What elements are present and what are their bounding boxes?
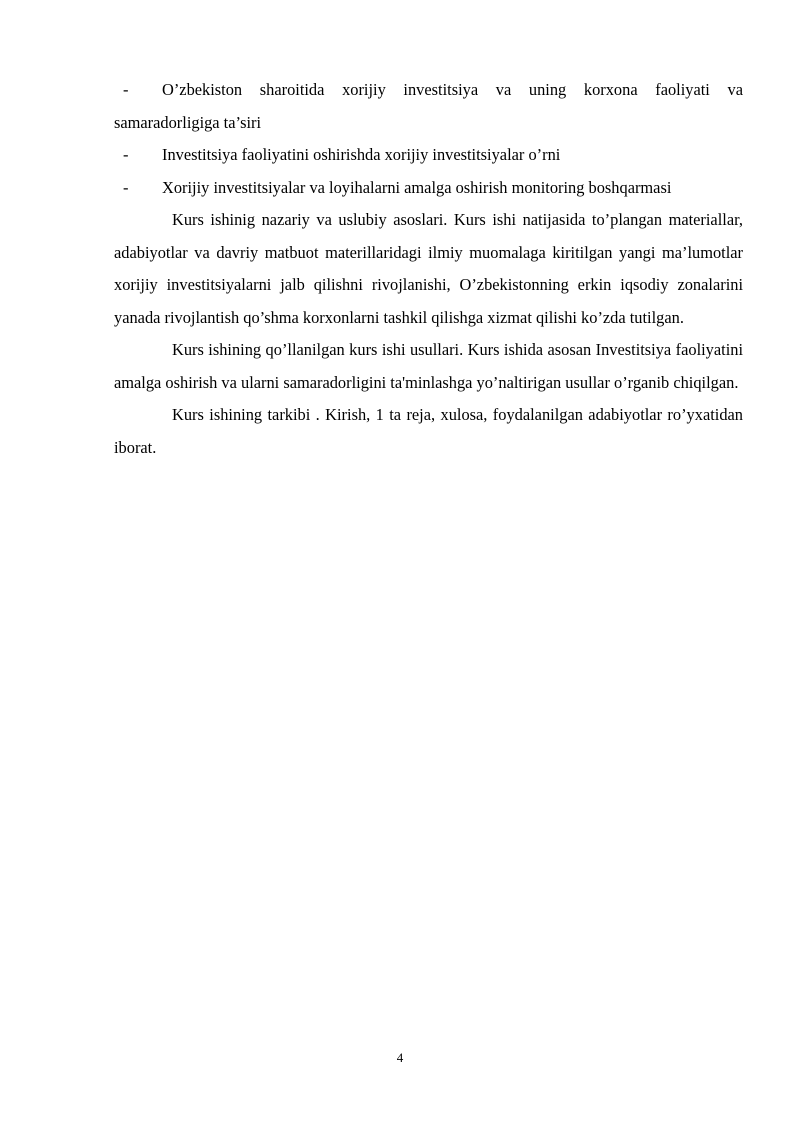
page-content <box>114 74 743 464</box>
bullet-dash: - <box>123 177 129 197</box>
paragraph-methods: Kurs ishining qo’llanilgan kurs ishi usullari. Kurs ishida asosan Investitsiya faoliyatini amalga oshirish va ularni samaradorligini ta'minlashga yo’naltirigan usullar o’rganib chiqilgan. <box>114 340 743 392</box>
paragraph-theoretical-basis: Kurs ishinig nazariy va uslubiy asoslari. Kurs ishi natijasida to’plangan materiallar, adabiyotlar va davriy matbuot materillaridagi ilmiy muomalaga kiritilgan yangi ma’lumotlar xorijiy investitsiyalarni jalb qilishni rivojlanishi, O’zbekistonning erkin iqsodiy zonalarini yanada rivojlantish qo’shma korxonlarni tashkil qilishga xizmat qilishi ko’zda tutilgan. <box>114 210 743 327</box>
bullet-text: O’zbekiston sharoitida xorijiy investitsiya va uning korxona faoliyati va samaradorligiga ta’siri <box>114 80 743 132</box>
bullet-dash: - <box>123 145 129 164</box>
bullet-text: Investitsiya faoliyatini oshirishda xorijiy investitsiyalar o’rni <box>162 145 561 164</box>
bullet-item <box>114 74 743 139</box>
bullet-dash: - <box>123 80 129 99</box>
paragraph-structure: Kurs ishining tarkibi . Kirish, 1 ta reja, xulosa, foydalanilgan adabiyotlar ro’yxatidan iborat. <box>114 405 743 457</box>
page-number: 4 <box>396 1050 404 1065</box>
bullet-item <box>114 172 743 205</box>
bullet-text: Xorijiy investitsiyalar va loyihalarni amalga oshirish monitoring boshqarmasi <box>162 177 672 197</box>
bullet-item <box>114 139 743 172</box>
